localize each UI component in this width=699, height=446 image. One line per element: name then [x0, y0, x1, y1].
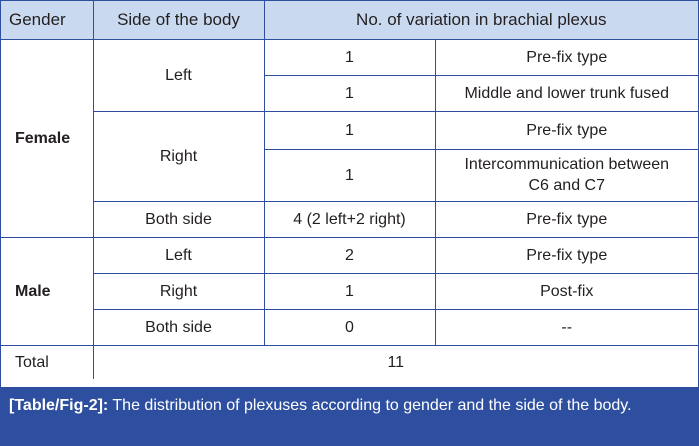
count-cell: 1: [264, 75, 435, 111]
side-cell-male-left: Left: [93, 237, 264, 273]
side-cell-male-both: Both side: [93, 309, 264, 345]
table-row: [1, 273, 698, 309]
type-cell: Pre-fix type: [435, 237, 698, 273]
header-variation: No. of variation in brachial plexus: [264, 1, 698, 39]
side-cell-female-left: Left: [93, 39, 264, 111]
count-cell: 1: [264, 149, 435, 201]
type-cell: Pre-fix type: [435, 201, 698, 237]
type-cell: Post-fix: [435, 273, 698, 309]
table-row: [1, 309, 698, 345]
table-row: [1, 201, 698, 237]
caption-reference: [Table/Fig-2]:: [9, 397, 109, 414]
figure-caption: [1, 387, 698, 445]
table-header-row: [1, 1, 698, 39]
table-row: [1, 237, 698, 273]
type-line-1: Intercommunication between: [464, 156, 670, 173]
side-cell-female-both: Both side: [93, 201, 264, 237]
header-gender: Gender: [1, 1, 93, 39]
count-cell: 1: [264, 273, 435, 309]
total-value: 11: [387, 353, 405, 371]
gender-cell-male: Male: [1, 237, 93, 345]
type-cell: [435, 149, 698, 201]
count-cell: 1: [264, 39, 435, 75]
type-cell: Pre-fix type: [435, 39, 698, 75]
total-row: [1, 345, 698, 379]
plexus-distribution-table: [1, 1, 698, 379]
header-side-of-body: Side of the body: [93, 1, 264, 39]
count-cell: 0: [264, 309, 435, 345]
side-cell-female-right: Right: [93, 111, 264, 201]
total-label: Total: [1, 345, 93, 379]
count-cell: 4 (2 left+2 right): [264, 201, 435, 237]
table-row: [1, 111, 698, 149]
type-line-2: C6 and C7: [528, 177, 605, 194]
gender-cell-female: Female: [1, 39, 93, 237]
count-cell: 1: [264, 111, 435, 149]
type-cell: Pre-fix type: [435, 111, 698, 149]
side-cell-male-right: Right: [93, 273, 264, 309]
type-cell: Middle and lower trunk fused: [435, 75, 698, 111]
table-row: [1, 39, 698, 75]
type-cell: --: [435, 309, 698, 345]
count-cell: 2: [264, 237, 435, 273]
caption-text: The distribution of plexuses according to gender and the side of the body.: [108, 397, 632, 414]
